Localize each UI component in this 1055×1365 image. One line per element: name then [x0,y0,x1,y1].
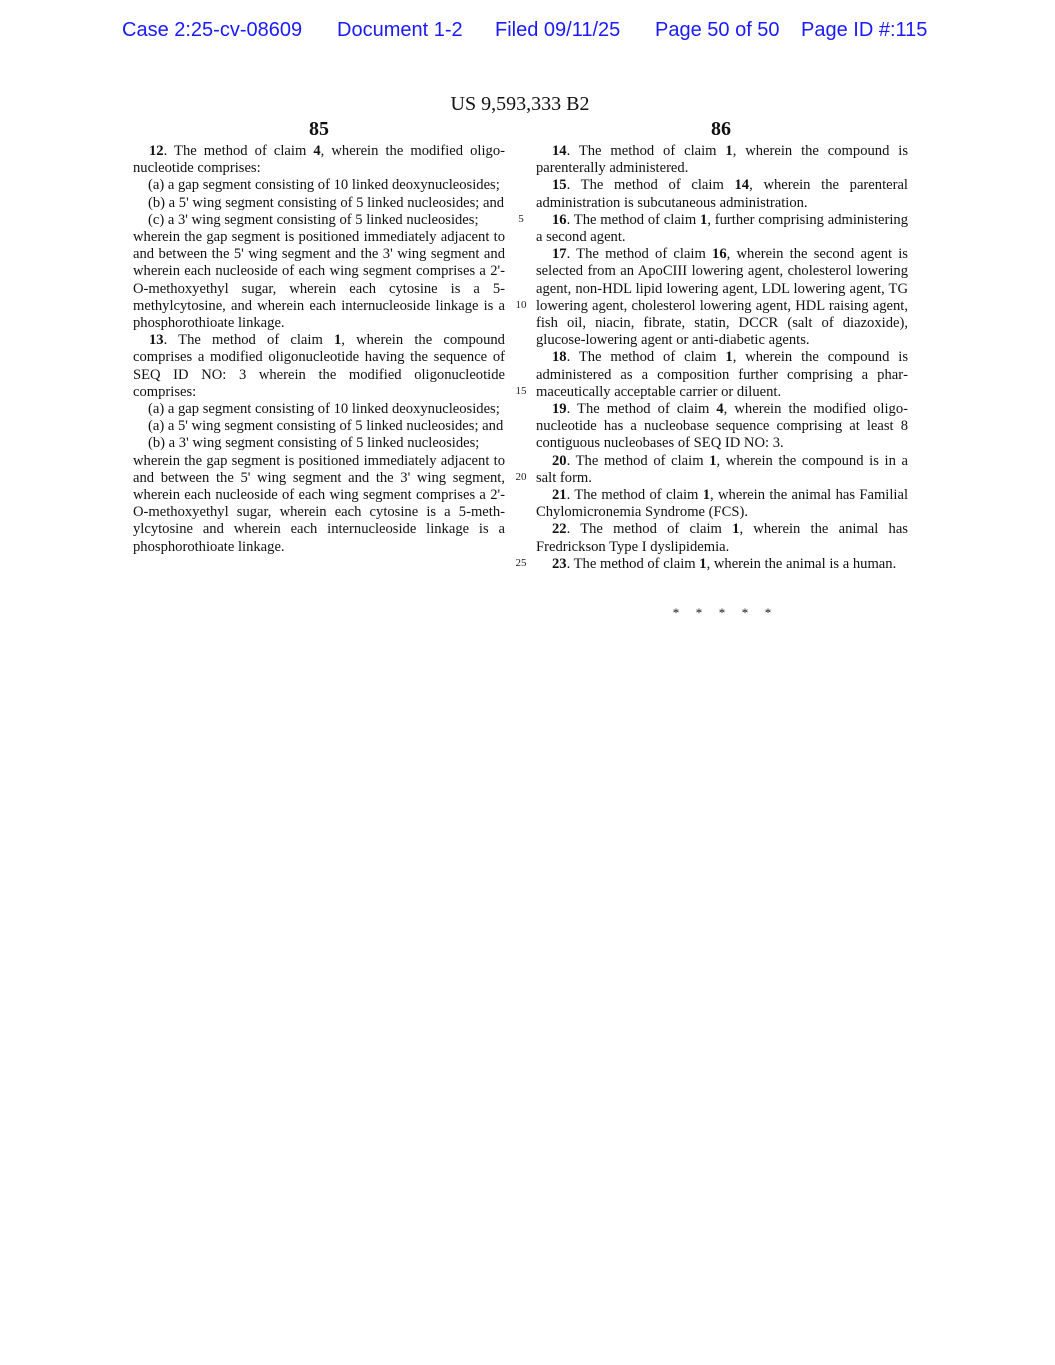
claim-20: 20. The method of claim 1, wherein the compound is in a salt form. [536,452,908,486]
claim-13-wherein-clause: wherein the gap segment is positioned immediately adjacent to and between the 5' wing segment and the 3' wing segment, wherein each nucleoside of each wing segment comprises a 2'-O-methoxyethyl sugar, wherein each cytosine is a 5-methylcytosine and wherein each internucleoside linkage is a phosphorothioate linkage. [133,452,505,555]
claim-number: 18 [552,349,567,366]
claim-reference: 1 [725,349,733,366]
claim-15: 15. The method of claim 14, wherein the parenteral administration is subcutaneous administration. [536,177,908,211]
claim-reference: 1 [699,555,707,572]
claim-reference: 1 [725,143,733,159]
claim-13-element-b: (b) a 3' wing segment consisting of 5 linked nucleosides; [148,435,480,452]
claim-13: 13. The method of claim 1, wherein the compound comprises a modified oligonucleotide having the sequence of SEQ ID NO: 3 wherein the modified oligonucleotide comprises: [133,332,505,400]
claim-number: 19 [552,401,567,418]
right-column-number: 86 [711,118,731,140]
claim-number: 17 [552,246,567,263]
claim-23: 23. The method of claim 1, wherein the animal is a human. [552,555,897,572]
left-claims-column [133,143,505,556]
claim-22: 22. The method of claim 1, wherein the animal has Fredrickson Type I dyslipidemia. [536,521,908,555]
end-mark: * [718,605,726,620]
claim-16: 16. The method of claim 1, further comprising administering a second agent. [536,211,909,246]
claim-21: 21. The method of claim 1, wherein the animal has Familial Chylomicronemia Syndrome (FCS). [536,487,908,521]
claim-reference: 1 [702,487,711,504]
claim-number: 14 [552,143,567,159]
line-number: 25 [515,557,527,569]
claim-number: 12 [149,143,164,159]
left-column-number: 85 [309,118,329,140]
end-of-document-marks [536,605,908,621]
claim-12: 12. The method of claim 4, wherein the modified oligonucleotide comprises: [133,143,505,177]
right-claims-column [536,143,908,573]
page-count: Page 50 of 50 [655,19,780,41]
line-number: 15 [515,385,527,397]
case-number: Case 2:25-cv-08609 [122,19,303,41]
claim-17: 17. The method of claim 16, wherein the second agent is selected from an ApoCIII lowering agent, cholesterol lowering agent, non-HDL lipid lowering agent, LDL lowering agent, TG lowering agent, cholesterol lowering agent, HDL raising agent, fish oil, niacin, fibrate, statin, DCCR (salt of diazoxide), glucose-lowering agent or anti-diabetic agents. [536,246,908,349]
end-mark: * [741,605,749,620]
line-number: 5 [518,213,524,225]
claim-reference: 1 [700,211,708,228]
claim-14: 14. The method of claim 1, wherein the compound is parenterally administered. [536,143,909,177]
claim-reference: 4 [716,401,724,418]
claim-number: 15 [552,177,567,194]
claim-reference: 14 [734,177,750,194]
claim-number: 22 [552,521,567,538]
claim-12-element-c: (c) a 3' wing segment consisting of 5 linked nucleosides; [148,211,479,228]
claim-reference: 4 [313,143,321,159]
claim-number: 13 [149,332,164,349]
claim-reference: 1 [709,452,717,469]
claim-reference: 1 [732,521,740,538]
claim-19: 19. The method of claim 4, wherein the modified oligonucleotide has a nucleobase sequence comprising at least 8 contiguous nucleobases of SEQ ID NO: 3. [536,401,908,452]
claim-12-element-b: (b) a 5' wing segment consisting of 5 linked nucleosides; and [148,194,505,211]
claim-18: 18. The method of claim 1, wherein the compound is administered as a composition further comprising a pharmaceutically acceptable carrier or diluent. [536,349,909,400]
line-number: 20 [515,471,527,483]
patent-number: US 9,593,333 B2 [450,93,590,115]
claim-13-element-a: (a) a gap segment consisting of 10 linked deoxynucleosides; [148,401,500,418]
claim-number: 21 [552,487,567,504]
claim-reference: 1 [334,332,342,349]
document-number: Document 1-2 [337,19,463,41]
end-mark: * [695,605,703,620]
claim-12-element-a: (a) a gap segment consisting of 10 linked deoxynucleosides; [148,177,500,194]
claim-13-element-a2: (a) a 5' wing segment consisting of 5 linked nucleosides; and [148,418,504,435]
claim-reference: 16 [712,246,727,263]
end-mark: * [764,605,772,620]
end-mark: * [672,605,680,620]
filed-date: Filed 09/11/25 [495,19,621,41]
line-number: 10 [515,299,527,311]
claim-number: 20 [552,452,567,469]
claim-12-wherein-clause: wherein the gap segment is positioned immediately adjacent to and between the 5' wing segment and the 3' wing segment and wherein each nucleoside of each wing segment comprises a 2'-O-methoxyethyl sugar, wherein each cytosine is a 5-methylcytosine, and wherein each internucleoside linkage is a phosphorothioate linkage. [133,229,505,332]
claim-number: 23 [552,555,567,572]
page-id: Page ID #:115 [801,19,928,41]
claim-number: 16 [552,211,567,228]
